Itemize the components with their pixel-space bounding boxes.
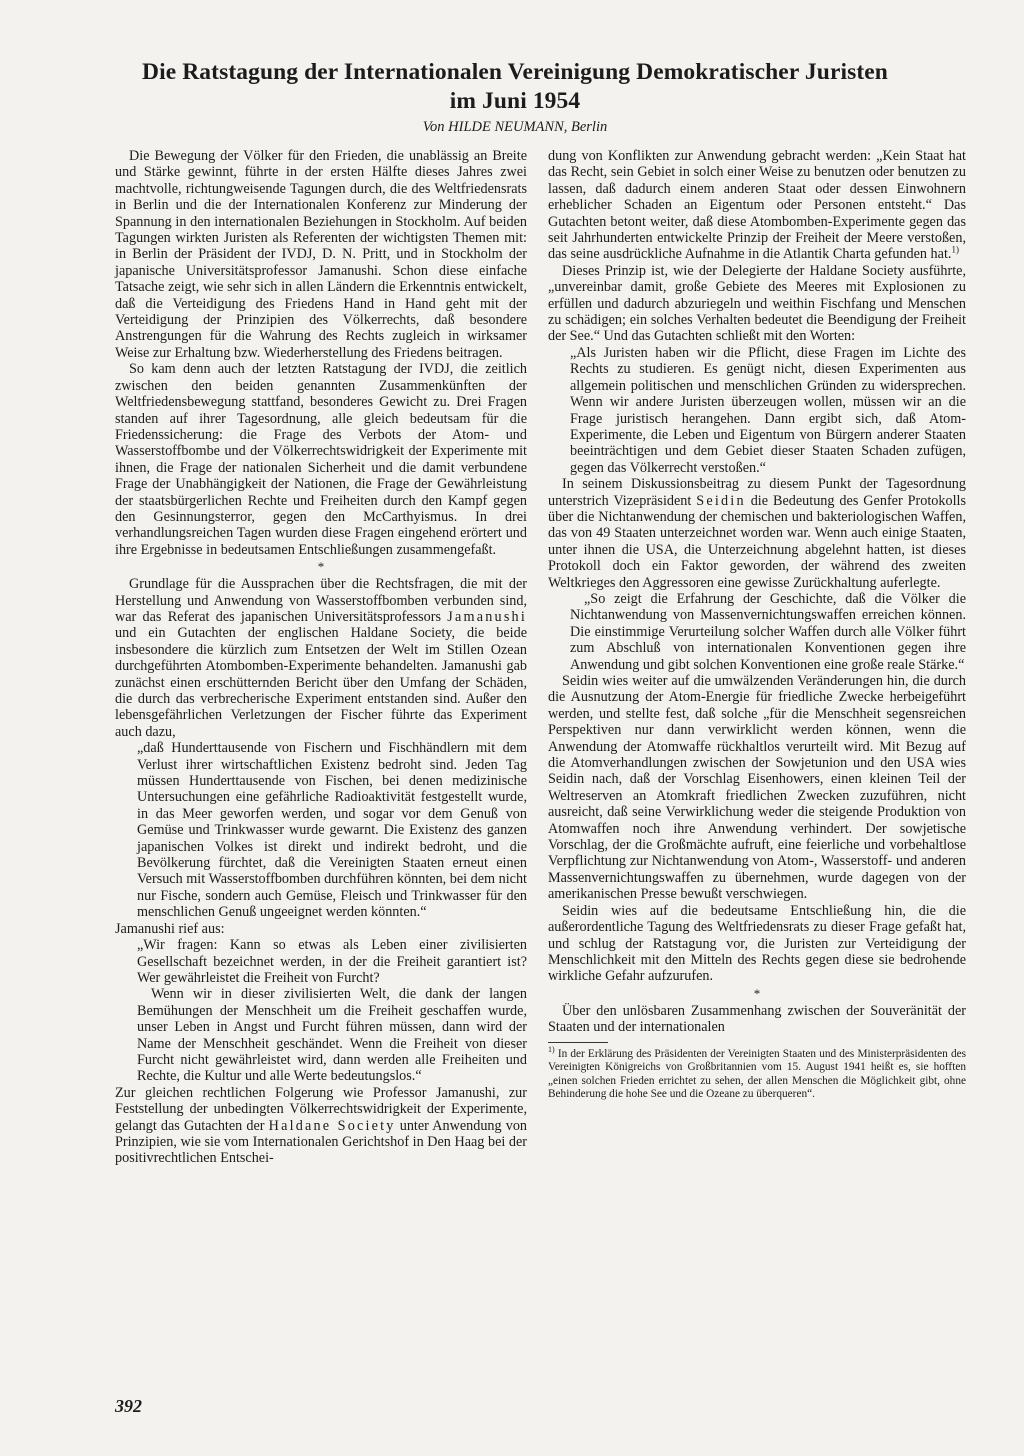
- block-quote: [570, 591, 966, 673]
- paragraph: Jamanushi rief aus:: [115, 920, 225, 937]
- section-separator: *: [317, 559, 325, 575]
- spaced-name: Jamanushi: [447, 608, 527, 625]
- paragraph: Die Bewegung der Völker für den Frieden, die unablässig an Breite und Stärke gewinnt, führte in der ersten Hälfte dieses Jahres zwei machtvolle, richtungweisende Tagungen durch, die des Weltfriedensrats in Berlin und die der Internationalen Konferenz zur Minderung der Spannung in den internationalen Beziehungen in Stockholm. Auf beiden Tagungen wirkten Juristen als Referenten der wichtigsten Themen mit: in Berlin der Präsident der IVDJ, D. N. Pritt, und in Stockholm der japanische Universitätsprofessor Jamanushi. Schon diese einfache Tatsache zeigt, wie sehr sich in allen Ländern die Erkenntnis entwickelt, daß die Verteidigung des Friedens Hand in Hand geht mit der Verteidigung der Prinzipien des Völkerrechts, daß besondere Anstrengungen für die Wahrung des Rechts zugleich in wirksamer Weise zur Erhaltung bzw. Wiederherstellung des Friedens beitragen.: [115, 148, 527, 361]
- quote-paragraph: „So zeigt die Erfahrung der Geschichte, daß die Völker die Nichtanwendung von Massenvernichtungswaffen erreichen können. Die einstimmige Verurteilung solcher Waffen durch alle Völker führt zum Abschluß von internationalen Konventionen gegen ihre Anwendung und gibt solchen Konventionen eine große reale Stärke.“: [570, 590, 966, 673]
- footnote-text: In der Erklärung des Präsidenten der Vereinigten Staaten und des Ministerpräsidenten des Vereinigten Königreichs von Großbritannien vom 15. August 1941 heißt es, sie hofften „einen solchen Frieden errichtet zu sehen, der allen Menschen die Möglichkeit gibt, ohne Behinderung die hohe See und die Ozeane zu überqueren“.: [548, 1047, 967, 1101]
- page-number: 392: [115, 1396, 142, 1416]
- right-column: [548, 148, 966, 1102]
- text-run: die Bedeutung des Genfer Protokolls über die Nichtanwendung der chemischen und bakteriologischen Waffen, das von 49 Staaten unterzeichnet worden war. Wenn auch einige Staaten, unter ihnen die USA, die Unterzeichnung abgelehnt hatten, ist dieses Protokoll doch ein Faktor geworden, der während des zweiten Weltkrieges den Aggressoren eine gewisse Zurückhaltung auferlegte.: [548, 492, 966, 591]
- block-quote: [570, 345, 966, 476]
- footnote: [548, 1044, 967, 1102]
- spaced-name: Haldane Society: [268, 1117, 396, 1134]
- text-run: Grundlage für die Aussprachen über die Rechtsfragen, die mit der Herstellung und Anwendung von Wasserstoffbomben verbunden sind, war das Referat des japanischen Universitätsprofessors: [115, 576, 527, 625]
- section-separator: *: [753, 985, 761, 1001]
- footnote-reference: 1): [951, 244, 959, 255]
- author-byline: Von HILDE NEUMANN, Berlin: [422, 119, 608, 135]
- block-quote: [137, 937, 527, 1085]
- quote-paragraph: „daß Hunderttausende von Fischern und Fischhändlern mit dem Verlust ihrer wirtschaftlichen Existenz bedroht sind. Jeden Tag müssen Hunderttausende von Fischen, bei denen medizinische Untersuchungen eine gefährliche Radioaktivität festgestellt wurde, in das Meer geworfen werden, und sogar vor dem Genuß von Gemüse und Trinkwasser wurde gewarnt. Die Existenz des ganzen japanischen Volkes ist direkt und indirekt bedroht, und die Bevölkerung fürchtet, daß die Vereinigten Staaten erneut einen Versuch mit Wasserstoffbomben durchführen könnten, bei dem nicht nur Fische, sondern auch Gemüse, Fleisch und Trinkwasser für den menschlichen Genuß ungeeignet werden könnten.“: [137, 740, 527, 921]
- title-line-1: Die Ratstagung der Internationalen Vereinigung Demokratischer Juristen: [142, 59, 888, 85]
- left-column: [115, 148, 527, 1167]
- paragraph: [548, 148, 966, 263]
- spaced-name: Seidin: [696, 492, 746, 509]
- text-run: und ein Gutachten der englischen Haldane Society, die beide insbesondere die kürzlich zum Entsetzen der Welt im Stillen Ozean durchgeführten Atombomben-Experimente behandelten. Jamanushi gab zunächst einen erschütternden Bericht über den Umfang der Schäden, die durch das verbrecherische Experiment entstanden sind. Außer den lebensgefährlichen Verletzungen der Fischer führte das Experiment auch dazu,: [115, 625, 527, 740]
- text-run: In seinem Diskussionsbeitrag zu diesem Punkt der Tagesordnung unterstrich Vizepräsident: [548, 476, 966, 509]
- quote-paragraph: Wenn wir in dieser zivilisierten Welt, die dank der langen Bemühungen der Menschheit um die Freiheit geschaffen wurde, unser Leben in Angst und Furcht führen müssen, dann wird der Name der Menschheit geschändet. Wenn die Freiheit von dieser Furcht nicht gewährleistet wird, dann werden alle Freiheiten und Rechte, die Kultur und alle Werte bedeutungslos.“: [137, 986, 527, 1085]
- title-line-2: im Juni 1954: [449, 88, 581, 114]
- paragraph: [115, 1085, 527, 1167]
- text-run: dung von Konflikten zur Anwendung gebracht werden: „Kein Staat hat das Recht, sein Gebiet in solch einer Weise zu benutzen oder benutzen zu lassen, daß dadurch einem anderen Staat oder dessen Einwohnern erheblicher Schaden an Eigentum oder Personen entsteht.“ Das Gutachten betont weiter, daß diese Atombomben-Experimente gegen das seit Jahrhunderten entwickelte Prinzip der Freiheit der Meere verstoßen, das seine ausdrückliche Aufnahme in die Atlantik Charta gefunden hat.: [548, 148, 966, 263]
- quote-paragraph: „Als Juristen haben wir die Pflicht, diese Fragen im Lichte des Rechts zu studieren. Es genügt nicht, diesen Experimenten aus allgemein politischen und menschlichen Gründen zu widersprechen. Wenn wir andere Juristen überzeugen wollen, müssen wir an die Frage juristisch herangehen. Dann ergibt sich, daß Atom-Experimente, die Leben und Eigentum von Bürgern anderer Staaten beeinträchtigen und dem Gebiet dieser Staaten Schaden zufügen, gegen das Völkerrecht verstoßen.“: [570, 344, 966, 476]
- paragraph: So kam denn auch der letzten Ratstagung der IVDJ, die zeitlich zwischen den beiden genannten Zusammenkünften der Weltfriedensbewegung stattfand, besonderes Gewicht zu. Drei Fragen standen auf ihrer Tagesordnung, alle gleich bedeutsam für die Friedenssicherung: die Frage des Verbots der Atom- und Wasserstoffbombe und der Völkerrechtswidrigkeit der Experimente mit ihnen, die Frage der nationalen Sicherheit und die damit verbundene Frage der Unabhängigkeit der Nationen, die Frage der Gewährleistung der staatsbürgerlichen Rechte und Freiheiten durch den Kampf gegen den Gesinnungsterror, gegen den McCarthyismus. In drei verhandlungsreichen Tagen wurden diese Fragen eingehend erörtert und ihre Ergebnisse in bedeutsamen Entschließungen zusammengefaßt.: [115, 361, 527, 558]
- paragraph: Seidin wies auf die bedeutsame Entschließung hin, die die außerordentliche Tagung des Weltfriedensrats zu dieser Frage gefaßt hat, und schlug der Ratstagung vor, die Juristen zur Verteidigung der Menschlichkeit mit den Mitteln des Rechts gegen diese sie bedrohende wirkliche Gefahr aufzurufen.: [548, 902, 966, 985]
- text-run: Zur gleichen rechtlichen Folgerung wie Professor Jamanushi, zur Feststellung der unbedingten Völkerrechtswidrigkeit der Experimente, gelangt das Gutachten der: [115, 1084, 527, 1134]
- paragraph: Über den unlösbaren Zusammenhang zwischen der Souveränität der Staaten und der internationalen: [548, 1002, 966, 1036]
- block-quote: [137, 740, 527, 920]
- paragraph: Dieses Prinzip ist, wie der Delegierte der Haldane Society ausführte, „unvereinbar damit, große Gebiete des Meeres mit Explosionen zu erfüllen und dadurch abzuriegeln und weithin Fischfang und Menschen zu schädigen; ein solches Verhalten bedeutet die Beendigung der Freiheit der See.“ Und das Gutachten schließt mit den Worten:: [548, 262, 966, 345]
- footnote-marker: 1): [548, 1044, 555, 1054]
- paragraph: Seidin wies weiter auf die umwälzenden Veränderungen hin, die durch die Ausnutzung der Atom-Energie für friedliche Zwecke herbeigeführt werden, und stellte fest, daß solche „für die Menschheit segensreichen Perspektiven nur dann verwirklicht werden können, wenn die Anwendung der Atomwaffe rückhaltlos verurteilt wird. Mit Bezug auf die Atomverhandlungen zwischen der Sowjetunion und den USA wies Seidin nach, daß der Vorschlag Eisenhowers, einen kleinen Teil der Weltreserven an Atomkraft friedlichen Zwecken zuzuführen, nicht ausreicht, daß seine Verwirklichung weder die steigende Produktion von Atomwaffen noch ihre Anwendung verhindert. Der sowjetische Vorschlag, der die Großmächte aufruft, eine feierliche und vorbehaltlose Verpflichtung zur Nichtanwendung von Atom-, Wasserstoff- und anderen Massenvernichtungswaffen zu übernehmen, wurde dagegen von der amerikanischen Presse bewußt verschwiegen.: [548, 673, 966, 903]
- footnote-rule: [548, 1042, 608, 1043]
- article-title: [60, 58, 970, 116]
- text-run: unter Anwendung von Prinzipien, wie sie vom Internationalen Gerichtshof in Den Haag bei der positivrechtlichen Entschei-: [115, 1117, 528, 1167]
- paragraph: [548, 476, 966, 591]
- quote-paragraph: „Wir fragen: Kann so etwas als Leben einer zivilisierten Gesellschaft bezeichnet werden, in der die Freiheit garantiert ist? Wer gewährleistet die Freiheit von Furcht?: [137, 937, 527, 986]
- paragraph: [115, 576, 527, 740]
